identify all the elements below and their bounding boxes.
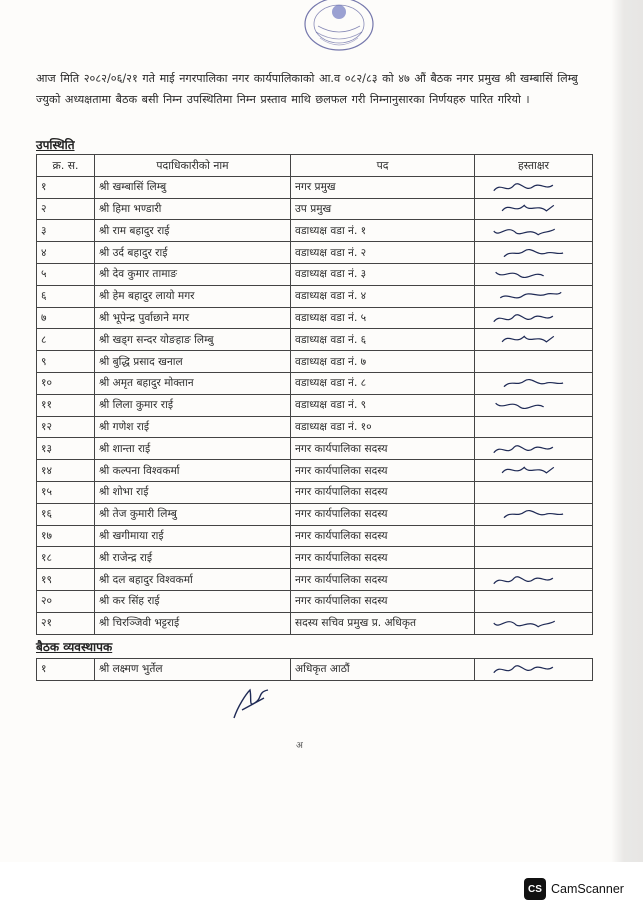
cell-serial: १९ bbox=[37, 569, 95, 591]
cell-serial: ५ bbox=[37, 263, 95, 285]
cell-signature bbox=[475, 351, 593, 373]
cell-signature bbox=[475, 503, 593, 525]
handwritten-signature bbox=[479, 286, 588, 306]
handwritten-signature bbox=[479, 199, 588, 219]
cell-serial: १८ bbox=[37, 547, 95, 569]
table-row bbox=[37, 351, 593, 373]
cell-name: श्री लिला कुमार राई bbox=[95, 394, 291, 416]
table-row bbox=[37, 438, 593, 460]
cell-name: श्री गणेश राई bbox=[95, 416, 291, 438]
cell-signature bbox=[475, 659, 593, 681]
handwritten-signature bbox=[479, 613, 588, 633]
cell-signature bbox=[475, 612, 593, 634]
cell-serial: ६ bbox=[37, 285, 95, 307]
cell-name: श्री अमृत बहादुर मोक्तान bbox=[95, 372, 291, 394]
cell-signature bbox=[475, 569, 593, 591]
cell-post: वडाध्यक्ष वडा नं. ३ bbox=[291, 263, 475, 285]
cell-signature bbox=[475, 307, 593, 329]
table-row bbox=[37, 612, 593, 634]
cell-signature bbox=[475, 242, 593, 264]
cell-signature bbox=[475, 176, 593, 198]
cell-serial: ९ bbox=[37, 351, 95, 373]
cell-post: नगर कार्यपालिका सदस्य bbox=[291, 481, 475, 503]
cell-post: नगर कार्यपालिका सदस्य bbox=[291, 525, 475, 547]
cell-signature bbox=[475, 525, 593, 547]
cell-serial: ३ bbox=[37, 220, 95, 242]
cell-name: श्री खगीमाया राई bbox=[95, 525, 291, 547]
cell-name: श्री उर्द बहादुर राई bbox=[95, 242, 291, 264]
table-row bbox=[37, 525, 593, 547]
cell-serial: २ bbox=[37, 198, 95, 220]
cell-serial: १ bbox=[37, 176, 95, 198]
cell-name: श्री शोभा राई bbox=[95, 481, 291, 503]
table-header-row bbox=[37, 155, 593, 177]
cell-serial: १२ bbox=[37, 416, 95, 438]
table-row bbox=[37, 394, 593, 416]
manager-table bbox=[36, 658, 593, 681]
cell-post: नगर कार्यपालिका सदस्य bbox=[291, 503, 475, 525]
cell-signature bbox=[475, 372, 593, 394]
cell-name: श्री कल्पना विश्वकर्मा bbox=[95, 460, 291, 482]
cell-post: वडाध्यक्ष वडा नं. १० bbox=[291, 416, 475, 438]
cell-post: नगर कार्यपालिका सदस्य bbox=[291, 460, 475, 482]
table-row bbox=[37, 547, 593, 569]
cell-serial: १३ bbox=[37, 438, 95, 460]
cell-signature bbox=[475, 481, 593, 503]
intro-paragraph: आज मिति २०८२/०६/२१ गते माई नगरपालिका नगर कार्यपालिकाको आ.व ०८२/८३ को ४७ औं बैठक नगर प्रमुख श्री खम्बासिं लिम्बु ज्युको अध्यक्षतामा बैठक बसी निम्न उपस्थितिमा निम्न प्रस्ताव माथि छलफल गरी निम्नानुसारका निर्णयहरु पारित गरियो । bbox=[36, 72, 578, 106]
table-row bbox=[37, 659, 593, 681]
camscanner-label: CamScanner bbox=[551, 882, 624, 896]
cell-post: सदस्य सचिव प्रमुख प्र. अधिकृत bbox=[291, 612, 475, 634]
header-name: पदाधिकारीको नाम bbox=[95, 155, 291, 177]
cell-name: श्री खड्ग सन्दर योङहाङ लिम्बु bbox=[95, 329, 291, 351]
cell-serial: ४ bbox=[37, 242, 95, 264]
cell-name: श्री हिमा भण्डारी bbox=[95, 198, 291, 220]
handwritten-signature bbox=[479, 439, 588, 459]
handwritten-signature bbox=[479, 264, 588, 284]
handwritten-signature bbox=[479, 330, 588, 350]
cell-name: श्री खम्बासिं लिम्बु bbox=[95, 176, 291, 198]
camscanner-logo-icon: CS bbox=[524, 878, 546, 900]
cell-name: श्री राम बहादुर राई bbox=[95, 220, 291, 242]
table-row bbox=[37, 590, 593, 612]
cell-name: श्री लक्ष्मण भुर्तेल bbox=[95, 659, 291, 681]
cell-post: वडाध्यक्ष वडा नं. ९ bbox=[291, 394, 475, 416]
cell-post: वडाध्यक्ष वडा नं. ६ bbox=[291, 329, 475, 351]
table-row bbox=[37, 176, 593, 198]
cell-signature bbox=[475, 285, 593, 307]
table-row bbox=[37, 372, 593, 394]
handwritten-signature bbox=[479, 659, 588, 679]
page-mark: अ bbox=[296, 741, 303, 751]
camscanner-badge bbox=[524, 878, 624, 900]
table-row bbox=[37, 307, 593, 329]
cell-post: वडाध्यक्ष वडा नं. ८ bbox=[291, 372, 475, 394]
cell-signature bbox=[475, 263, 593, 285]
cell-signature bbox=[475, 394, 593, 416]
cell-post: नगर कार्यपालिका सदस्य bbox=[291, 569, 475, 591]
handwritten-signature bbox=[479, 461, 588, 481]
header-signature: हस्ताक्षर bbox=[475, 155, 593, 177]
handwritten-signature bbox=[479, 570, 588, 590]
cell-serial: ११ bbox=[37, 394, 95, 416]
cell-serial: १ bbox=[37, 659, 95, 681]
cell-signature bbox=[475, 590, 593, 612]
manager-heading: बैठक व्यवस्थापक bbox=[36, 640, 113, 654]
cell-post: नगर कार्यपालिका सदस्य bbox=[291, 547, 475, 569]
cell-name: श्री कर सिंह राई bbox=[95, 590, 291, 612]
municipality-seal-stamp bbox=[300, 0, 378, 62]
header-serial: क्र. स. bbox=[37, 155, 95, 177]
cell-name: श्री बुद्धि प्रसाद खनाल bbox=[95, 351, 291, 373]
cell-name: श्री हेम बहादुर लायो मगर bbox=[95, 285, 291, 307]
cell-serial: ८ bbox=[37, 329, 95, 351]
table-row bbox=[37, 220, 593, 242]
handwritten-signature bbox=[479, 221, 588, 241]
cell-serial: १७ bbox=[37, 525, 95, 547]
table-row bbox=[37, 481, 593, 503]
cell-name: श्री चिरञ्जिवी भट्टराई bbox=[95, 612, 291, 634]
cell-post: नगर प्रमुख bbox=[291, 176, 475, 198]
cell-serial: २० bbox=[37, 590, 95, 612]
handwritten-signature bbox=[479, 243, 588, 263]
table-row bbox=[37, 285, 593, 307]
cell-serial: १५ bbox=[37, 481, 95, 503]
cell-serial: १४ bbox=[37, 460, 95, 482]
cell-post: उप प्रमुख bbox=[291, 198, 475, 220]
cell-post: नगर कार्यपालिका सदस्य bbox=[291, 438, 475, 460]
cell-post: वडाध्यक्ष वडा नं. ७ bbox=[291, 351, 475, 373]
attendance-table bbox=[36, 154, 593, 635]
table-row bbox=[37, 198, 593, 220]
cell-post: वडाध्यक्ष वडा नं. ४ bbox=[291, 285, 475, 307]
cell-signature bbox=[475, 547, 593, 569]
table-row bbox=[37, 416, 593, 438]
cell-serial: १६ bbox=[37, 503, 95, 525]
cell-signature bbox=[475, 329, 593, 351]
cell-name: श्री दल बहादुर विश्वकर्मा bbox=[95, 569, 291, 591]
cell-name: श्री भूपेन्द्र पुर्वाछाने मगर bbox=[95, 307, 291, 329]
cell-post: वडाध्यक्ष वडा नं. ५ bbox=[291, 307, 475, 329]
cell-post: नगर कार्यपालिका सदस्य bbox=[291, 590, 475, 612]
cell-name: श्री देव कुमार तामाङ bbox=[95, 263, 291, 285]
handwritten-signature bbox=[479, 395, 588, 415]
handwritten-signature bbox=[479, 373, 588, 393]
cell-name: श्री तेज कुमारी लिम्बु bbox=[95, 503, 291, 525]
table-row bbox=[37, 329, 593, 351]
table-row bbox=[37, 460, 593, 482]
cell-post: वडाध्यक्ष वडा नं. १ bbox=[291, 220, 475, 242]
cell-signature bbox=[475, 438, 593, 460]
handwritten-signature bbox=[479, 177, 588, 197]
table-row bbox=[37, 569, 593, 591]
cell-signature bbox=[475, 198, 593, 220]
table-row bbox=[37, 503, 593, 525]
cell-post: अधिकृत आठौं bbox=[291, 659, 475, 681]
table-row bbox=[37, 263, 593, 285]
cell-name: श्री शान्ता राई bbox=[95, 438, 291, 460]
cell-signature bbox=[475, 220, 593, 242]
cell-serial: ७ bbox=[37, 307, 95, 329]
cell-serial: १० bbox=[37, 372, 95, 394]
cell-post: वडाध्यक्ष वडा नं. २ bbox=[291, 242, 475, 264]
manager-rows bbox=[37, 659, 593, 681]
cell-signature bbox=[475, 460, 593, 482]
attendance-heading: उपस्थिति bbox=[36, 138, 75, 152]
handwritten-signature bbox=[479, 308, 588, 328]
table-row bbox=[37, 242, 593, 264]
header-post: पद bbox=[291, 155, 475, 177]
member-rows bbox=[37, 176, 593, 634]
cell-name: श्री राजेन्द्र राई bbox=[95, 547, 291, 569]
page-edge-shadow bbox=[611, 0, 643, 870]
footer-signature bbox=[228, 684, 276, 724]
cell-signature bbox=[475, 416, 593, 438]
handwritten-signature bbox=[479, 504, 588, 524]
cell-serial: २१ bbox=[37, 612, 95, 634]
